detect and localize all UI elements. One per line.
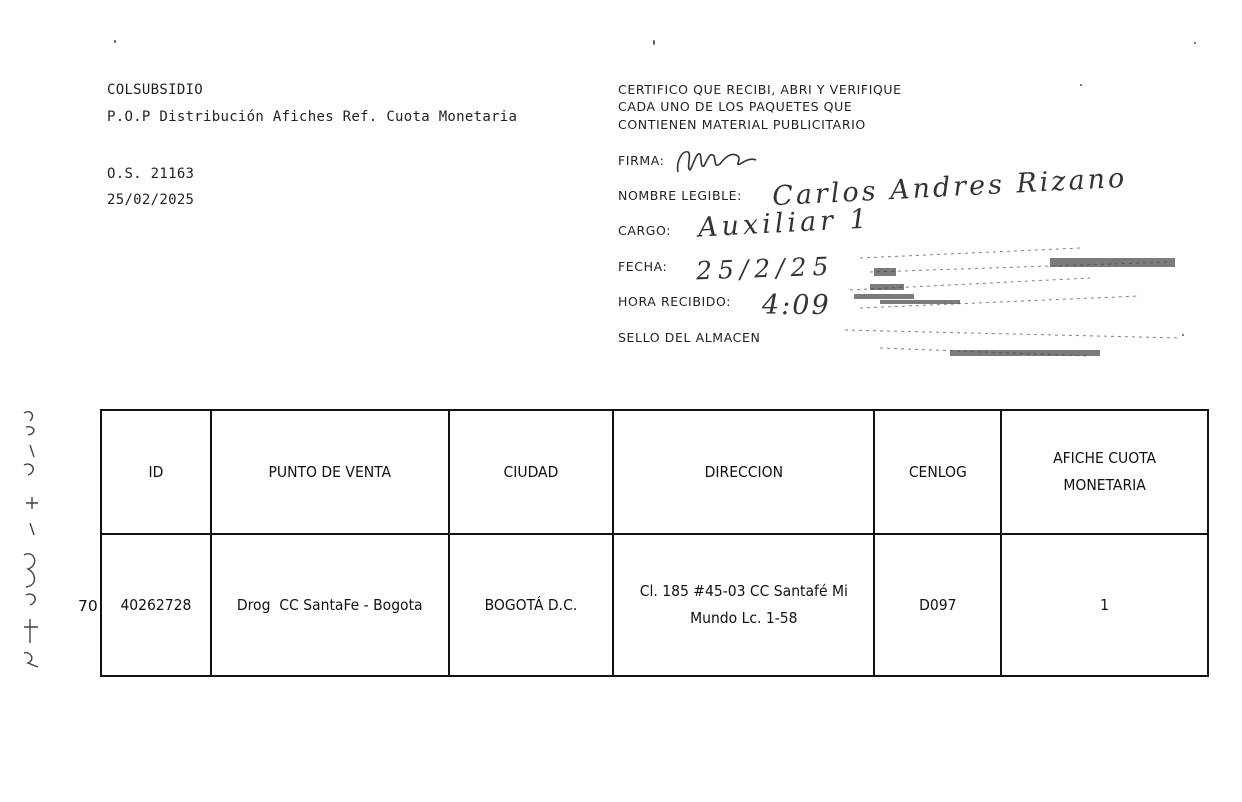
column-header-punto-de-venta: PUNTO DE VENTA: [211, 410, 449, 534]
fecha-handwritten: 25/2/25: [695, 251, 835, 286]
order-number: O.S. 21163: [107, 166, 195, 182]
column-header-ciudad: CIUDAD: [449, 410, 614, 534]
document-date: 25/02/2025: [107, 192, 195, 208]
nombre-label: NOMBRE LEGIBLE:: [618, 188, 742, 203]
column-header-cenlog: CENLOG: [874, 410, 1001, 534]
fecha-label: FECHA:: [618, 259, 668, 274]
hora-handwritten: 4:09: [762, 290, 831, 321]
margin-scribble: [16, 405, 48, 675]
scan-speck: [114, 40, 116, 43]
table-row: [101, 534, 1208, 676]
scan-speck: [653, 40, 655, 45]
cell-ciudad: BOGOTÁ D.C.: [449, 534, 614, 676]
cell-cenlog: D097: [874, 534, 1001, 676]
hora-label: HORA RECIBIDO:: [618, 294, 732, 309]
cargo-handwritten: Auxiliar 1: [697, 203, 872, 244]
cell-punto-de-venta: Drog CC SantaFe - Bogota: [211, 534, 449, 676]
column-header-id: ID: [101, 410, 211, 534]
document-description: P.O.P Distribución Afiches Ref. Cuota Monetaria: [107, 109, 518, 125]
sello-label: SELLO DEL ALMACEN: [618, 330, 761, 345]
firma-label: FIRMA:: [618, 153, 665, 168]
cell-direccion: Cl. 185 #45-03 CC Santafé Mi Mundo Lc. 1-58: [613, 534, 874, 676]
column-header-direccion: DIRECCION: [613, 410, 874, 534]
signature-scribble: [674, 142, 758, 178]
certification-line-3: CONTIENEN MATERIAL PUBLICITARIO: [618, 117, 866, 132]
table-header-row: [101, 410, 1208, 534]
cargo-label: CARGO:: [618, 223, 672, 238]
scan-speck: [1182, 334, 1184, 336]
cell-afiche: 1: [1001, 534, 1208, 676]
scan-speck: [1194, 42, 1196, 44]
cell-id: 40262728: [101, 534, 211, 676]
distribution-table: [100, 409, 1209, 677]
certification-line-2: CADA UNO DE LOS PAQUETES QUE: [618, 99, 853, 114]
scan-speck: [1080, 84, 1082, 86]
nombre-handwritten: Carlos Andres Rizano: [771, 162, 1128, 213]
store-stamp: [840, 238, 1185, 368]
row-index: 70: [78, 597, 98, 615]
column-header-afiche-cuota-monetaria: AFICHE CUOTA MONETARIA: [1001, 410, 1208, 534]
company-name: COLSUBSIDIO: [107, 82, 204, 98]
certification-line-1: CERTIFICO QUE RECIBI, ABRI Y VERIFIQUE: [618, 82, 902, 97]
